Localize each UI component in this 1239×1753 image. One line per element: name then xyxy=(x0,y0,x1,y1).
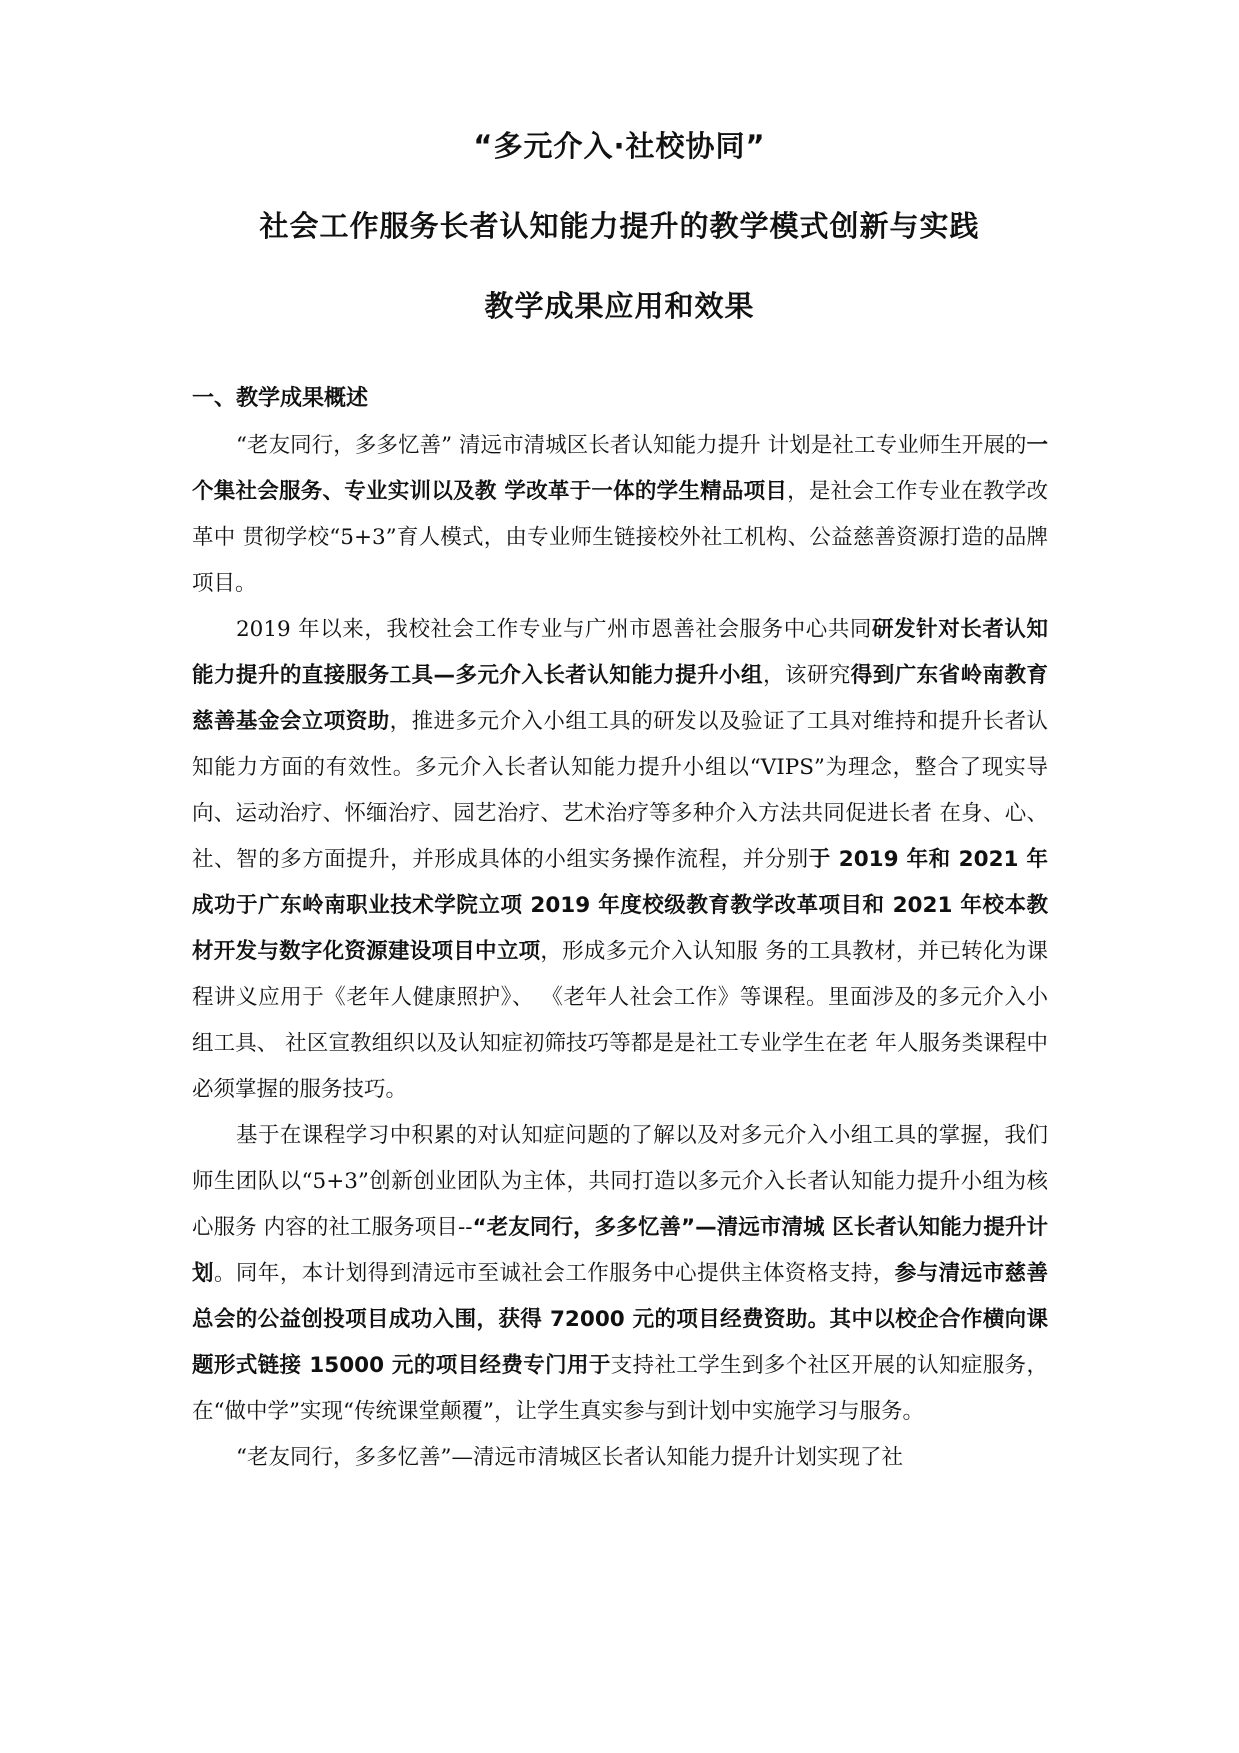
p1-text: ，是社会工作专业在教学改革中 贯彻学校“5+3”育人模式，由专业师生链接校外社工机构、公益慈善资源打造的品牌项目。 xyxy=(192,479,1048,596)
paragraph-1 xyxy=(192,423,1048,607)
document-title xyxy=(0,128,1239,368)
paragraph-4: “老友同行，多多忆善”—清远市清城区长者认知能力提升计划实现了社 xyxy=(236,1445,903,1470)
p1-bold: 一个集社会服务、专业实训以及教 学改革于一体的学生精品项目 xyxy=(192,433,1048,504)
document-body xyxy=(192,375,1048,1481)
p3-text: 基于在课程学习中积累的对认知症问题的了解以及对多元介入小组工具的掌握，我们师生团队以“5+3”创新创业团队为主体，共同打造以多元介入长者认知能力提升小组为核心服务 内容的社工服务项目-- xyxy=(192,1123,1048,1240)
p2-text: 2019 年以来，我校社会工作专业与广州市恩善社会服务中心共同 xyxy=(236,617,872,642)
title-line-1: “多元介入·社校协同” xyxy=(473,129,766,163)
p2-text: ，形成多元介入认知服 务的工具教材，并已转化为课程讲义应用于《老年人健康照护》、 《老年人社会工作》等课程。里面涉及的多元介入小组工具、 社区宣教组织以及认知症初筛技巧等都是是社工专业学生在老 年人服务类课程中必须掌握的服务技巧。 xyxy=(192,939,1048,1102)
section-heading: 一、教学成果概述 xyxy=(192,386,369,411)
paragraph-2 xyxy=(192,607,1048,1113)
p2-bold: 得到广东省岭南教育慈善基金会立项资助 xyxy=(192,663,1048,734)
p2-text: ，推进多元介入小组工具的研发以及验证了工具对维持和提升长者认知能力方面的有效性。多元介入长者认知能力提升小组以“VIPS”为理念，整合了现实导向、运动治疗、怀缅治疗、园艺治疗、艺术治疗等多种介入方法共同促进长者 在身、心、社、智的多方面提升，并形成具体的小组实务操作流程，并分别 xyxy=(192,709,1048,872)
p3-text: 支持社工学生到多个社区开展的认知症服务，在“做中学”实现“传统课堂颠覆”，让学生真实参与到计划中实施学习与服务。 xyxy=(192,1353,1048,1424)
p2-bold: 研发针对长者认知能力提升的直接服务工具—多元介入长者认知能力提升小组 xyxy=(192,617,1048,688)
p3-text: 。同年，本计划得到清远市至诚社会工作服务中心提供主体资格支持， xyxy=(213,1261,895,1286)
p1-text: “老友同行，多多忆善” 清远市清城区长者认知能力提升 计划是社工专业师生开展的 xyxy=(236,433,1027,458)
title-line-3: 教学成果应用和效果 xyxy=(484,289,755,323)
title-line-2: 社会工作服务长者认知能力提升的教学模式创新与实践 xyxy=(259,209,980,243)
p3-bold: 参与清远市慈善总会的公益创投项目成功入围，获得 72000 元的项目经费资助。其中以校企合作横向课题形式链接 15000 元的项目经费专门用于 xyxy=(192,1261,1048,1378)
p3-bold: “老友同行，多多忆善”—清远市清城 区长者认知能力提升计划 xyxy=(192,1215,1048,1286)
p2-bold: 于 2019 年和 2021 年成功于广东岭南职业技术学院立项 2019 年度校级教育教学改革项目和 2021 年校本教材开发与数字化资源建设项目中立项 xyxy=(192,847,1048,964)
p2-text: ，该研究 xyxy=(762,663,851,688)
paragraph-3 xyxy=(192,1113,1048,1435)
